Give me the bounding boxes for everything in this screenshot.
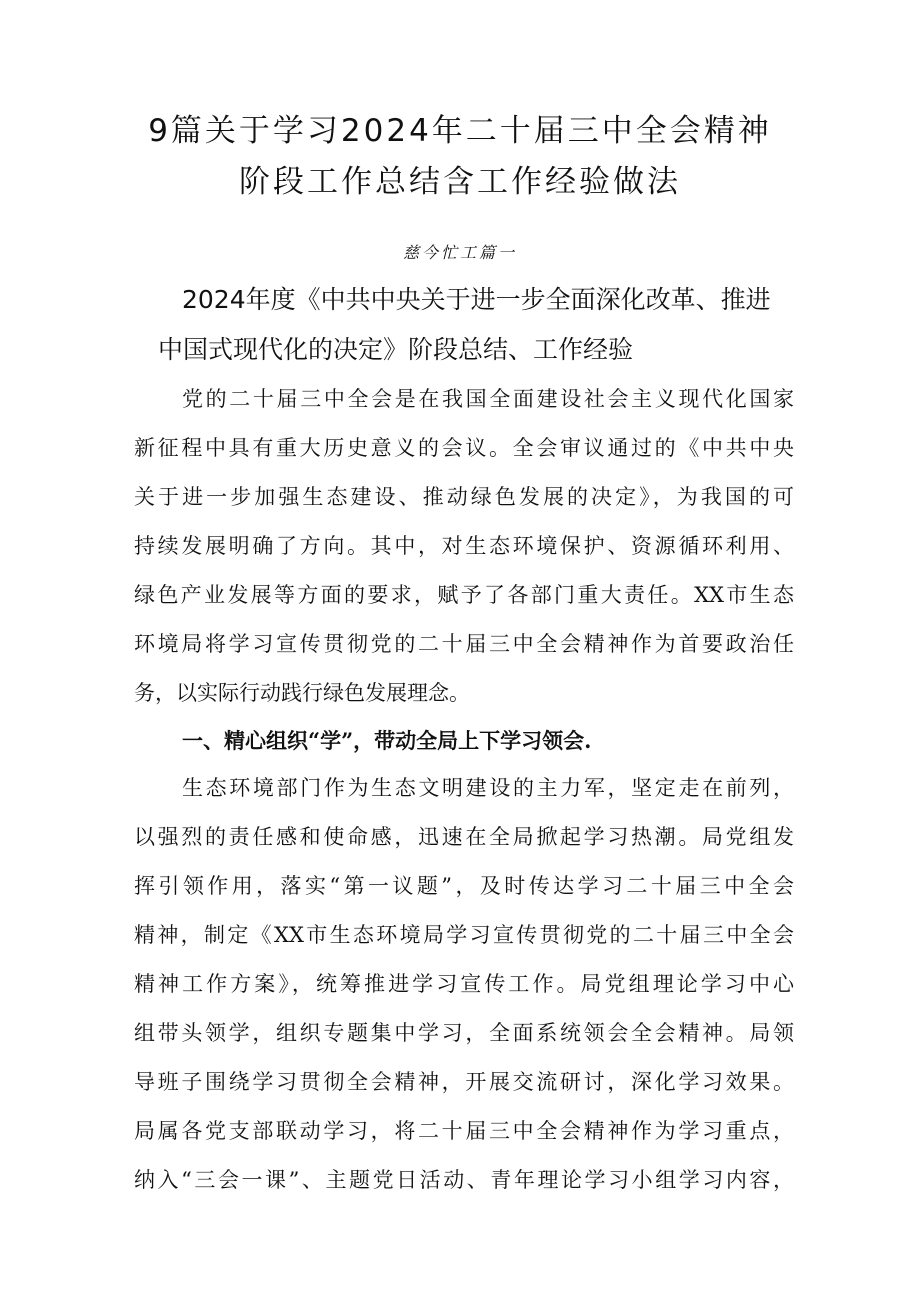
paragraph-1-line: 新征程中具有重大历史意义的会议。全会审议通过的《中共中央 — [134, 436, 794, 460]
paragraph-1-line: 党的二十届三中全会是在我国全面建设社会主义现代化国家 — [182, 387, 794, 411]
article-title-line-2: 中国式现代化的决定》阶段总结、工作经验 — [158, 335, 634, 364]
paragraph-1-line: 持续发展明确了方向。其中，对生态环境保护、资源循环利用、 — [134, 534, 794, 558]
paragraph-2-line: 精神，制定《XX市生态环境局学习宣传贯彻党的二十届三中全会 — [134, 923, 794, 947]
section-heading-1: 一、精心组织“学”，带动全局上下学习领会. — [182, 728, 592, 753]
paragraph-2-line: 以强烈的责任感和使命感，迅速在全局掀起学习热潮。局党组发 — [134, 825, 794, 849]
paragraph-2-line: 挥引领作用，落实“第一议题”，及时传达学习二十届三中全会 — [134, 874, 794, 898]
paragraph-1-line: 绿色产业发展等方面的要求，赋予了各部门重大责任。XX市生态 — [134, 583, 794, 607]
document-title-line-1: 9篇关于学习2024年二十届三中全会精神 — [148, 113, 772, 149]
section-label: 慈今忙工篇一 — [402, 243, 517, 262]
paragraph-1-line: 务，以实际行动践行绿色发展理念。 — [134, 681, 470, 705]
paragraph-2-line: 局属各党支部联动学习，将二十届三中全会精神作为学习重点， — [134, 1119, 794, 1143]
article-title-line-1: 2024年度《中共中央关于进一步全面深化改革、推进 — [182, 285, 771, 314]
paragraph-1-line: 关于进一步加强生态建设、推动绿色发展的决定》，为我国的可 — [134, 485, 794, 509]
paragraph-2-line: 组带头领学，组织专题集中学习，全面系统领会全会精神。局领 — [134, 1021, 794, 1045]
paragraph-2-line: 精神工作方案》，统筹推进学习宣传工作。局党组理论学习中心 — [134, 972, 794, 996]
paragraph-2-line: 生态环境部门作为生态文明建设的主力军，坚定走在前列， — [182, 776, 794, 800]
paragraph-2-line: 纳入“三会一课”、主题党日活动、青年理论学习小组学习内容， — [134, 1168, 794, 1192]
paragraph-1-line: 环境局将学习宣传贯彻党的二十届三中全会精神作为首要政治任 — [134, 632, 794, 656]
document-title-line-2: 阶段工作总结含工作经验做法 — [239, 164, 681, 200]
paragraph-2-line: 导班子围绕学习贯彻全会精神，开展交流研讨，深化学习效果。 — [134, 1070, 794, 1094]
